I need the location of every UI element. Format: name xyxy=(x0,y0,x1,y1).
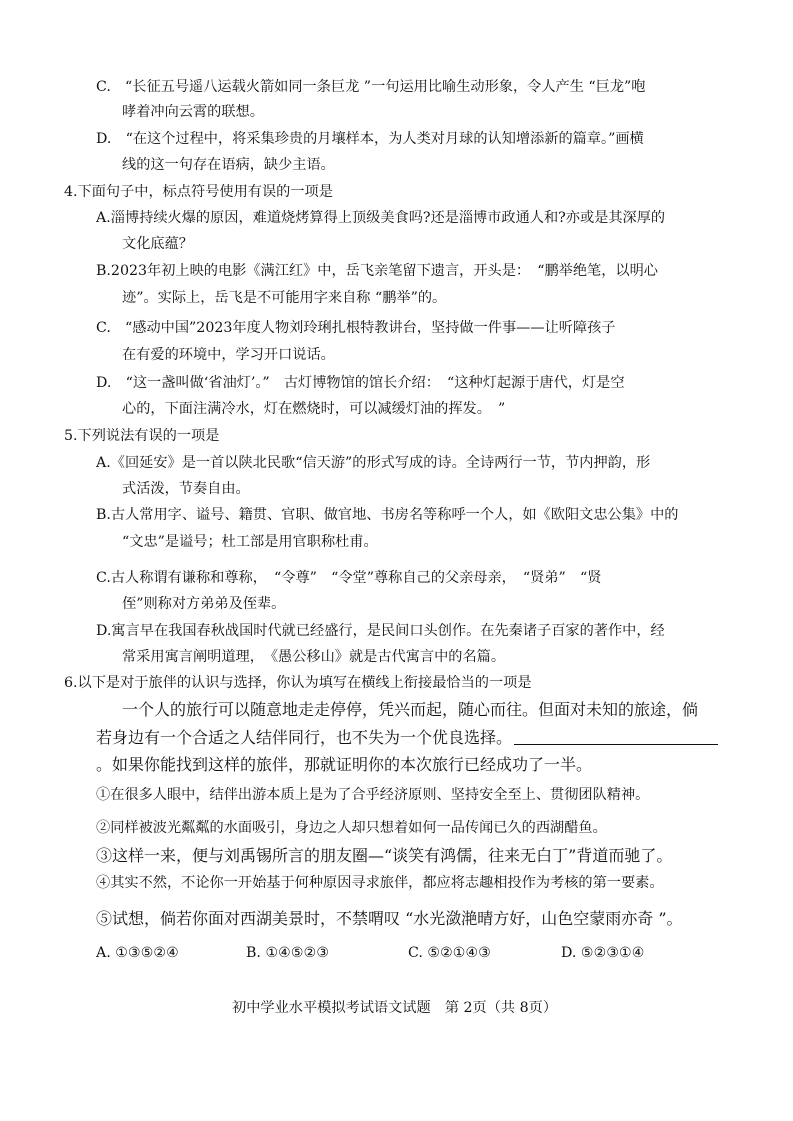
q4-option-a-line1: A.淄博持续火爆的原因，难道烧烤算得上顶级美食吗?还是淄博市政通人和?亦或是其深厚的 xyxy=(96,210,666,226)
q6-sentence-5: ⑤试想，倘若你面对西湖美景时，不禁喟叹 “水光潋滟晴方好，山色空蒙雨亦奇 ”。 xyxy=(96,909,683,928)
answer-blank xyxy=(514,728,718,745)
q5-option-b-line1: B.古人常用字、谥号、籍贯、官职、做官地、书房名等称呼一个人，如《欧阳文忠公集》中的 xyxy=(96,507,679,523)
q5-option-d-line2: 常采用寓言阐明道理， 《愚公移山》就是古代寓言中的名篇。 xyxy=(122,649,506,665)
q5-option-a-line2: 式活泼，节奏自由。 xyxy=(122,481,250,497)
q6-passage-line2 xyxy=(96,727,718,749)
q3-option-d-line2: 线的这一句存在语病，缺少主语。 xyxy=(122,157,335,173)
page-footer: 初中学业水平模拟考试语文试题 第 2页（共 8页） xyxy=(232,1000,558,1016)
q6-passage-line1: 一个人的旅行可以随意地走走停停，凭兴而起，随心而往。但面对未知的旅途，倘 xyxy=(122,700,699,719)
q5-option-c-line2: 侄”则称对方弟弟及侄辈。 xyxy=(122,596,286,612)
q6-option-b: B. ①④⑤②③ xyxy=(246,945,330,961)
q6-sentence-4: ④其实不然，不论你一开始基于何种原因寻求旅伴，都应将志趣相投作为考核的第一要素。 xyxy=(96,875,664,891)
q4-option-b-line1: B.2023年初上映的电影《满江红》中，岳飞亲笔留下遗言，开头是： “鹏举绝笔，以明心 xyxy=(96,263,658,279)
q4-option-c-line2: 在有爱的环境中，学习开口说话。 xyxy=(122,347,335,363)
q5-option-d-line1: D.寓言早在我国春秋战国时代就已经盛行，是民间口头创作。在先秦诸子百家的著作中，经 xyxy=(96,623,665,639)
q3-option-d-line1: D. “在这个过程中，将采集珍贵的月壤样本，为人类对月球的认知增添新的篇章。”画横 xyxy=(96,131,644,147)
q6-option-c: C. ⑤②①④③ xyxy=(408,945,491,961)
q4-stem: 4.下面句子中，标点符号使用有误的一项是 xyxy=(64,184,333,200)
q4-option-c-line1: C. “感动中国”2023年度人物刘玲琍扎根特教讲台，坚持做一件事——让听障孩子 xyxy=(96,320,616,336)
q4-option-b-line2: 迹”。实际上，岳飞是不可能用字来自称 “鹏举”的。 xyxy=(122,290,447,306)
q6-option-d: D. ⑤②③①④ xyxy=(561,945,645,961)
q5-option-b-line2: “文忠”是谥号；杜工部是用官职称杜甫。 xyxy=(122,534,378,550)
q6-passage-line3: 。如果你能找到这样的旅伴，那就证明你的本次旅行已经成功了一半。 xyxy=(96,755,593,774)
q6-sentence-2: ②同样被波光粼粼的水面吸引，身边之人却只想着如何一品传闻已久的西湖醋鱼。 xyxy=(96,820,607,836)
q5-option-a-line1: A.《回延安》是一首以陕北民歌“信天游”的形式写成的诗。全诗两行一节，节内押韵，形 xyxy=(96,455,651,471)
q6-sentence-1: ①在很多人眼中，结伴出游本质上是为了合乎经济原则、坚持安全至上、贯彻团队精神。 xyxy=(96,787,650,803)
q4-option-d-line1: D. “这一盏叫做‘省油灯’。” 古灯博物馆的馆长介绍： “这种灯起源于唐代，灯是空 xyxy=(96,375,625,391)
q4-option-d-line2: 心的，下面注满冷水，灯在燃烧时，可以减缓灯油的挥发。 ” xyxy=(122,401,506,417)
q5-stem: 5.下列说法有误的一项是 xyxy=(64,428,220,444)
q3-option-c-line2: 哮着冲向云霄的联想。 xyxy=(122,104,264,120)
q5-option-c-line1: C.古人称谓有谦称和尊称， “令尊” “令堂”尊称自己的父亲母亲， “贤弟” “贤 xyxy=(96,570,602,586)
q6-stem: 6.以下是对于旅伴的认识与选择，你认为填写在横线上衔接最恰当的一项是 xyxy=(64,675,532,691)
q6-passage-line2-text: 若身边有一个合适之人结伴同行，也不失为一个优良选择。 xyxy=(96,728,513,747)
q4-option-a-line2: 文化底蕴？ xyxy=(122,236,193,252)
q6-option-a: A. ①③⑤②④ xyxy=(96,945,179,961)
q3-option-c-line1: C. “长征五号遥八运载火箭如同一条巨龙 ”一句运用比喻生动形象，令人产生 “巨龙”咆 xyxy=(96,79,646,95)
q6-sentence-3: ③这样一来，便与刘禹锡所言的朋友圈—“谈笑有鸿儒，往来无白丁”背道而驰了。 xyxy=(96,846,673,865)
